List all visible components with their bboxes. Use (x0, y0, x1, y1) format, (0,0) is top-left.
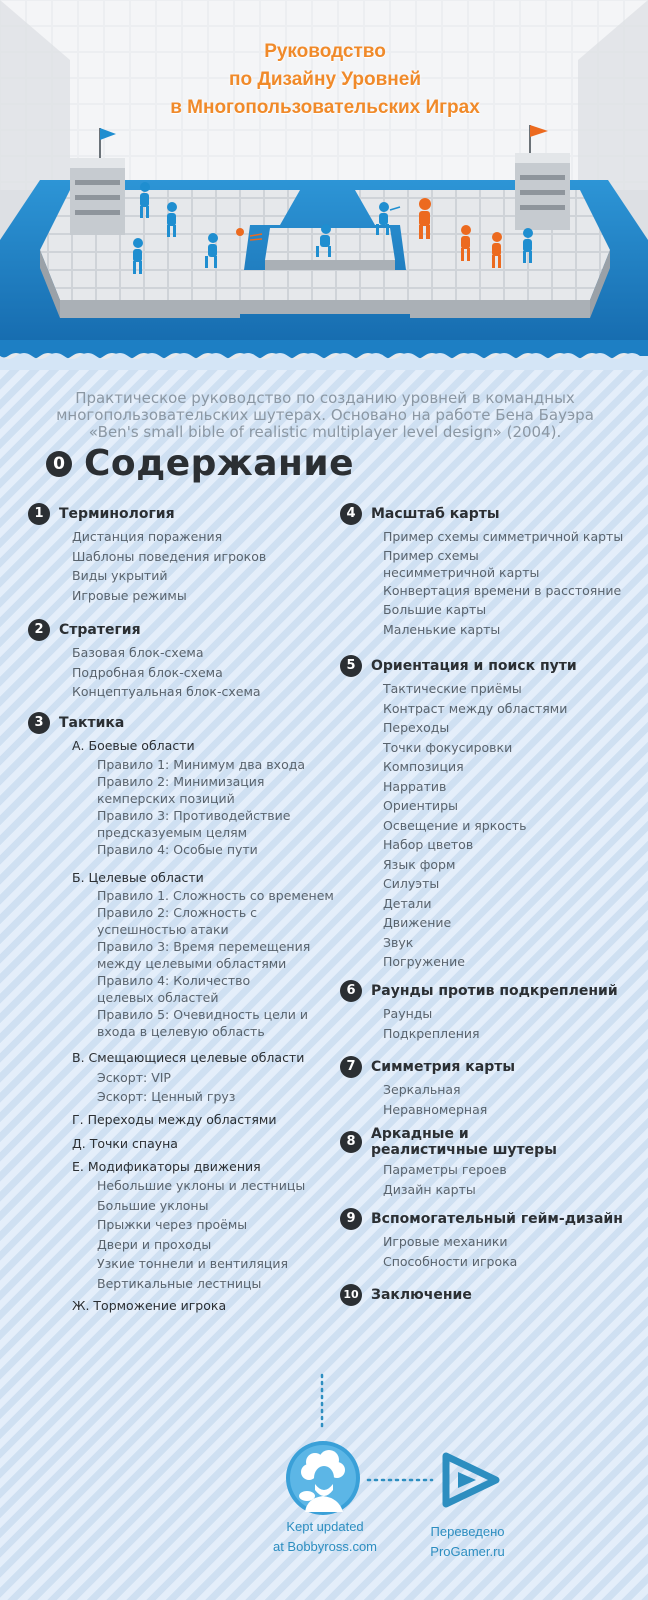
intro-text (30, 390, 620, 441)
hero-banner (0, 0, 648, 370)
toc-item[interactable]: Правило 2: Минимизация (97, 773, 265, 789)
toc-item[interactable]: Точки фокусировки (383, 739, 513, 755)
toc-item[interactable]: Эскорт: VIP (97, 1069, 171, 1085)
toc-item[interactable]: Параметры героев (383, 1162, 507, 1177)
toc-item[interactable]: Правило 1: Минимум два входа (97, 756, 306, 772)
toc-subsection[interactable]: Д. Точки спауна (72, 1136, 178, 1151)
toc-item[interactable]: Неравномерная (383, 1101, 488, 1117)
section-number-badge: 6 (340, 980, 362, 1002)
section-title-line: реалистичные шутеры (371, 1142, 557, 1158)
toc-item[interactable]: Композиция (383, 759, 464, 774)
toc-item[interactable]: кемперских позиций (97, 790, 235, 806)
toc-item[interactable]: Конвертация времени в расстояние (383, 582, 622, 598)
toc-item[interactable]: Базовая блок-схема (72, 645, 204, 660)
toc-item[interactable]: Прыжки через проёмы (97, 1217, 248, 1232)
footer-line: Переведено (430, 1524, 505, 1539)
toc-item[interactable]: Раунды (383, 1006, 433, 1021)
toc-item[interactable]: Двери и проходы (97, 1236, 212, 1252)
section-title[interactable]: Ориентация и поиск пути (371, 658, 577, 674)
page-title (150, 38, 500, 122)
section-title[interactable]: Симметрия карты (371, 1059, 516, 1075)
toc-item[interactable]: Узкие тоннели и вентиляция (97, 1256, 289, 1271)
section-title-line: Аркадные и (371, 1126, 469, 1142)
toc-item[interactable]: Игровые режимы (72, 587, 187, 603)
toc-item[interactable]: Правило 4: Особые пути (97, 841, 258, 857)
toc-item[interactable]: Небольшие уклоны и лестницы (97, 1178, 306, 1193)
section-number-badge: 2 (28, 619, 50, 641)
intro-line: Практическое руководство по созданию уровней в командных (75, 389, 575, 407)
toc-item[interactable]: Подкрепления (383, 1025, 480, 1041)
toc-item[interactable]: Правило 3: Противодействие (97, 807, 291, 823)
section-title[interactable]: Тактика (59, 715, 125, 731)
section-title[interactable] (371, 1126, 557, 1158)
toc-number-badge: 0 (46, 451, 72, 477)
section-rounds-reinforcements[interactable] (340, 978, 618, 1043)
toc-subsection[interactable]: Ж. Торможение игрока (72, 1298, 227, 1313)
toc-item[interactable]: Эскорт: Ценный груз (97, 1089, 236, 1104)
toc-item[interactable]: Освещение и яркость (383, 817, 527, 833)
section-map-symmetry[interactable] (340, 1054, 515, 1119)
title-line: по Дизайну Уровней (228, 69, 422, 90)
toc-item[interactable]: Большие карты (383, 602, 487, 617)
toc-item[interactable]: Шаблоны поведения игроков (72, 548, 267, 564)
toc-subsection[interactable]: Б. Целевые области (72, 869, 204, 885)
intro-line: «Ben's small bible of realistic multiplayer level design» (2004). (88, 423, 562, 441)
toc-item[interactable]: Подробная блок-схема (72, 664, 223, 680)
toc-item[interactable]: Правило 4: Количество (97, 973, 251, 988)
toc-item[interactable]: успешностью атаки (97, 922, 229, 937)
toc-item[interactable]: Дизайн карты (383, 1181, 476, 1197)
section-arcade-realistic[interactable] (340, 1124, 557, 1199)
title-line: Руководство (264, 41, 386, 62)
section-map-scale[interactable] (340, 501, 623, 639)
toc-item[interactable]: предсказуемым целям (97, 824, 248, 840)
title-line: в Многопользовательских Играх (170, 97, 480, 118)
section-title[interactable]: Стратегия (59, 622, 141, 638)
toc-item[interactable]: Дистанция поражения (72, 529, 223, 544)
toc-item[interactable]: Погружение (383, 954, 465, 969)
translated-by-text[interactable] (405, 1522, 530, 1562)
toc-item[interactable]: Переходы (383, 720, 450, 735)
bob-ross-avatar-icon[interactable] (285, 1440, 361, 1516)
toc-item[interactable]: Пример схемы симметричной карты (383, 529, 624, 544)
section-strategy[interactable] (28, 617, 261, 702)
toc-item[interactable]: Большие уклоны (97, 1197, 209, 1213)
section-title[interactable]: Терминология (59, 506, 175, 522)
footer-line: at Bobbyross.com (272, 1539, 378, 1554)
kept-updated-text[interactable] (240, 1517, 410, 1557)
toc-item[interactable]: несимметричной карты (383, 564, 540, 580)
toc-item[interactable]: Правило 5: Очевидность цели и (97, 1007, 309, 1022)
toc-item[interactable]: Детали (383, 895, 432, 911)
toc-item[interactable]: Правило 3: Время перемещения (97, 939, 311, 954)
toc-title: Содержание (84, 443, 355, 484)
toc-item[interactable]: Нарратив (383, 778, 447, 794)
toc-item[interactable]: Правило 2: Сложность с (97, 905, 258, 920)
toc-item[interactable]: Пример схемы (383, 547, 479, 563)
toc-subsection[interactable]: Е. Модификаторы движения (72, 1158, 261, 1174)
toc-item[interactable]: целевых областей (97, 990, 219, 1005)
toc-item[interactable]: Тактические приёмы (383, 681, 522, 696)
section-number-badge: 9 (340, 1208, 362, 1230)
toc-item[interactable]: Ориентиры (383, 798, 458, 813)
toc-item[interactable]: Концептуальная блок-схема (72, 684, 261, 699)
footer-line: Kept updated (286, 1519, 364, 1534)
toc-item[interactable]: Язык форм (383, 856, 456, 872)
toc-item[interactable]: между целевыми областями (97, 956, 287, 971)
section-title[interactable]: Заключение (371, 1287, 472, 1303)
section-auxiliary-design[interactable] (340, 1206, 623, 1271)
section-number-badge: 5 (340, 655, 362, 677)
toc-item[interactable]: входа в целевую область (97, 1024, 265, 1039)
toc-item[interactable]: Звук (383, 934, 414, 950)
footer-line: ProGamer.ru (430, 1544, 505, 1559)
section-orientation[interactable] (340, 653, 577, 972)
section-number-badge: 8 (340, 1131, 362, 1153)
toc-item[interactable]: Зеркальная (383, 1082, 461, 1097)
toc-item[interactable]: Игровые механики (383, 1234, 508, 1249)
toc-item[interactable]: Маленькие карты (383, 621, 501, 637)
section-number-badge: 3 (28, 712, 50, 734)
section-title[interactable]: Масштаб карты (371, 506, 500, 522)
toc-subsection[interactable]: А. Боевые области (72, 738, 195, 753)
toc-item[interactable]: Вертикальные лестницы (97, 1275, 262, 1291)
section-title[interactable]: Раунды против подкреплений (371, 983, 618, 999)
toc-item[interactable]: Силуэты (383, 876, 440, 891)
toc-item[interactable]: Правило 1. Сложность со временем (97, 888, 334, 903)
section-terminology[interactable] (28, 501, 266, 605)
toc-item[interactable]: Способности игрока (383, 1253, 518, 1269)
toc-heading (46, 443, 354, 484)
section-number-badge: 4 (340, 503, 362, 525)
section-title[interactable]: Вспомогательный гейм-дизайн (371, 1211, 623, 1227)
intro-line: многопользовательских шутерах. Основано на работе Бена Бауэра (56, 406, 594, 424)
toc-item[interactable]: Движение (383, 915, 452, 930)
section-tactics[interactable] (28, 710, 334, 1316)
progamer-play-icon[interactable] (440, 1450, 500, 1510)
toc-item[interactable]: Виды укрытий (72, 568, 168, 583)
contents-area (0, 370, 648, 1600)
section-conclusion[interactable] (340, 1282, 472, 1308)
toc-subsection[interactable]: Г. Переходы между областями (72, 1111, 277, 1127)
section-number-badge: 7 (340, 1056, 362, 1078)
section-number-badge: 1 (28, 503, 50, 525)
toc-item[interactable]: Контраст между областями (383, 700, 568, 716)
section-number-badge: 10 (340, 1284, 362, 1306)
toc-subsection[interactable]: В. Смещающиеся целевые области (72, 1050, 305, 1065)
toc-item[interactable]: Набор цветов (383, 837, 474, 852)
